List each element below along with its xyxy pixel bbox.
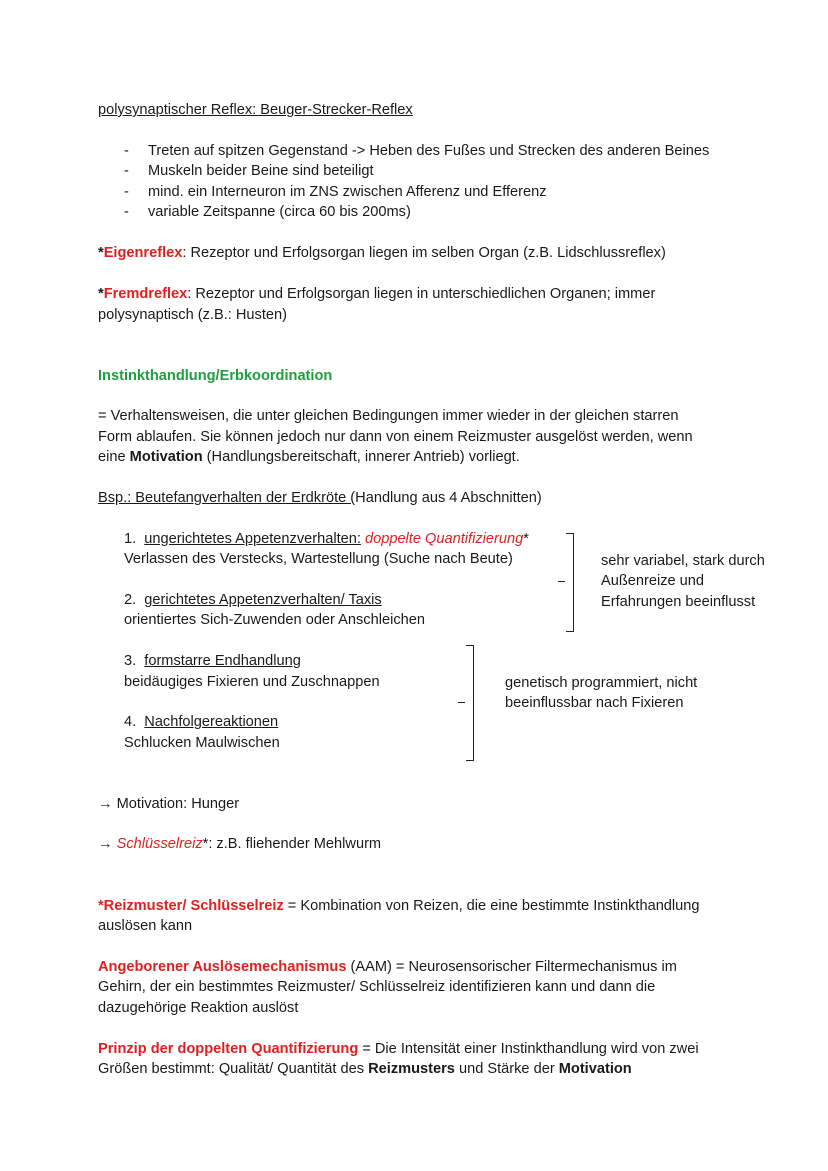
eigenreflex-text: : Rezeptor und Erfolgsorgan liegen im selben Organ (z.B. Lidschlussreflex) — [182, 245, 666, 261]
section-heading-instinct: Instinkthandlung/Erbkoordination — [98, 368, 333, 384]
prinzip-text: = Die Intensität einer Instinkthandlung wird von zwei — [358, 1041, 699, 1057]
motivation-bold-2: Motivation — [558, 1061, 632, 1077]
step-2-title-line — [124, 590, 382, 611]
curly-bracket-2 — [466, 645, 474, 761]
bracket-1-note-line-1: sehr variabel, stark durch — [601, 553, 765, 569]
step-1-desc: Verlassen des Verstecks, Wartestellung (Suche nach Beute) — [124, 551, 513, 567]
example-underlined: Bsp.: Beutefangverhalten der Erdkröte ( — [98, 490, 356, 506]
fremdreflex-star: * — [98, 286, 104, 302]
step-3-title-line — [124, 651, 301, 672]
bracket-2-tip — [458, 702, 465, 703]
schluesselreiz-text: *: z.B. fliehender Mehlwurm — [202, 836, 382, 852]
step-title: Nachfolgereaktionen — [144, 714, 279, 730]
eigenreflex-star: * — [98, 245, 104, 261]
section-heading-reflex: polysynaptischer Reflex: Beuger-Strecker-Reflex — [98, 102, 413, 118]
reizmuster-definition — [98, 896, 700, 917]
bullet-item-4: variable Zeitspanne (circa 60 bis 200ms) — [148, 204, 411, 220]
schluesselreiz-term: Schlüsselreiz — [116, 836, 203, 852]
bullet-dash: - — [124, 204, 129, 220]
aam-text-cont-2: dazugehörige Reaktion auslöst — [98, 1000, 299, 1016]
bracket-2-note-line-2: beeinflussbar nach Fixieren — [505, 695, 684, 711]
bracket-1-note-line-2: Außenreize und — [601, 573, 705, 589]
step-number: 2. — [124, 592, 137, 608]
step-number: 3. — [124, 653, 137, 669]
curly-bracket-1 — [566, 533, 574, 632]
step-title: ungerichtetes Appetenzverhalten: — [144, 531, 361, 547]
example-rest: Handlung aus 4 Abschnitten) — [355, 490, 542, 506]
bracket-1-note-line-3: Erfahrungen beeinflusst — [601, 594, 756, 610]
aam-text-cont-1: Gehirn, der ein bestimmtes Reizmuster/ Schlüsselreiz identifizieren kann und dann die — [98, 979, 656, 995]
step-1-red-note: doppelte Quantifizierung — [360, 531, 524, 547]
motivation-bold: Motivation — [129, 449, 203, 465]
aam-text: (AAM) = Neurosensorischer Filtermechanismus im — [346, 959, 677, 975]
fremdreflex-definition — [98, 284, 655, 305]
definition-line-3-pre: eine — [98, 449, 130, 465]
aam-term: Angeborener Auslösemechanismus — [98, 959, 347, 975]
prinzip-text-pre: Größen bestimmt: Qualität/ Quantität des — [98, 1061, 369, 1077]
reizmuster-term: *Reizmuster/ Schlüsselreiz — [98, 898, 284, 914]
arrow-schluesselreiz-line — [98, 834, 381, 855]
fremdreflex-term: Fremdreflex — [103, 286, 188, 302]
reizmuster-text-cont: auslösen kann — [98, 918, 193, 934]
reizmuster-text: = Kombination von Reizen, die eine bestimmte Instinkthandlung — [283, 898, 700, 914]
prinzip-definition — [98, 1039, 699, 1060]
bullet-item-1: Treten auf spitzen Gegenstand -> Heben des Fußes und Strecken des anderen Beines — [148, 143, 710, 159]
bullet-dash: - — [124, 163, 129, 179]
step-number: 1. — [124, 531, 137, 547]
bracket-2-note-line-1: genetisch programmiert, nicht — [505, 675, 698, 691]
example-heading — [98, 488, 542, 509]
arrow-right-icon: → — [98, 836, 113, 852]
step-title: gerichtetes Appetenzverhalten/ Taxis — [144, 592, 382, 608]
arrow-right-icon: → — [98, 796, 113, 812]
motivation-text: Motivation: Hunger — [112, 796, 240, 812]
bullet-dash: - — [124, 184, 129, 200]
step-number: 4. — [124, 714, 137, 730]
definition-line-3 — [98, 447, 520, 468]
bullet-dash: - — [124, 143, 129, 159]
reizmusters-bold: Reizmusters — [368, 1061, 455, 1077]
step-4-title-line — [124, 712, 278, 733]
definition-line-3-post: (Handlungsbereitschaft, innerer Antrieb) vorliegt. — [202, 449, 520, 465]
definition-line-1: = Verhaltensweisen, die unter gleichen Bedingungen immer wieder in der gleichen starren — [98, 408, 679, 424]
step-4-desc: Schlucken Maulwischen — [124, 735, 280, 751]
fremdreflex-text: : Rezeptor und Erfolgsorgan liegen in unterschiedlichen Organen; immer — [187, 286, 656, 302]
step-2-desc: orientiertes Sich-Zuwenden oder Anschleichen — [124, 612, 425, 628]
step-1-star: * — [523, 531, 529, 547]
bracket-1-tip — [558, 581, 565, 582]
fremdreflex-text-cont: polysynaptisch (z.B.: Husten) — [98, 307, 287, 323]
step-1-title-line — [124, 529, 529, 550]
prinzip-text-mid: und Stärke der — [454, 1061, 559, 1077]
aam-definition — [98, 957, 677, 978]
step-title: formstarre Endhandlung — [144, 653, 301, 669]
step-3-desc: beidäugiges Fixieren und Zuschnappen — [124, 674, 380, 690]
prinzip-term: Prinzip der doppelten Quantifizierung — [98, 1041, 359, 1057]
definition-line-2: Form ablaufen. Sie können jedoch nur dann von einem Reizmuster ausgelöst werden, wenn — [98, 429, 693, 445]
bullet-item-2: Muskeln beider Beine sind beteiligt — [148, 163, 374, 179]
eigenreflex-term: Eigenreflex — [103, 245, 183, 261]
prinzip-text-cont — [98, 1059, 632, 1080]
bullet-item-3: mind. ein Interneuron im ZNS zwischen Afferenz und Efferenz — [148, 184, 547, 200]
arrow-motivation-line — [98, 794, 239, 815]
eigenreflex-definition — [98, 243, 666, 264]
